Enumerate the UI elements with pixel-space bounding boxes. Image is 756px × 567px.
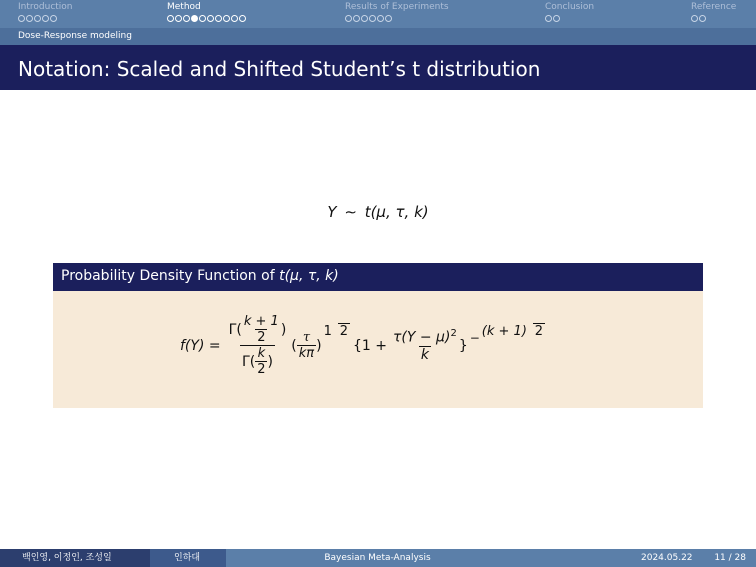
k-pi: kπ	[298, 346, 315, 361]
nav-frame-dot[interactable]	[361, 15, 368, 22]
footer-right	[529, 549, 756, 567]
nav-frame-dot[interactable]	[231, 15, 238, 22]
nav-frame-dot[interactable]	[207, 15, 214, 22]
nav-section-results[interactable]	[345, 2, 449, 22]
main-equation	[0, 203, 756, 221]
eq-args: (μ, τ, k)	[370, 203, 429, 221]
nav-section-dots	[691, 15, 736, 22]
subsection-bar	[0, 28, 756, 45]
one: 1	[323, 324, 332, 339]
nav-section-label[interactable]: Method	[167, 2, 201, 12]
close-paren: )	[316, 337, 322, 354]
k-plus-1-over-2-exponent	[480, 324, 545, 339]
footer-institute: 인하대	[150, 549, 226, 567]
square: 2	[450, 328, 457, 340]
pdf-lhs: f(Y) =	[180, 337, 221, 354]
gamma-symbol: Γ(	[241, 353, 256, 370]
two: 2	[257, 362, 266, 377]
tau: τ	[302, 330, 311, 345]
nav-frame-dot[interactable]	[223, 15, 230, 22]
section-navigation	[0, 0, 756, 28]
two: 2	[257, 330, 266, 345]
open-paren: (	[291, 337, 297, 354]
block-body	[53, 291, 703, 408]
nav-frame-dot[interactable]	[345, 15, 352, 22]
tau-y-mu-sq	[391, 328, 459, 346]
nav-frame-dot[interactable]	[353, 15, 360, 22]
close-paren: )	[280, 321, 287, 338]
pdf-block	[53, 263, 703, 408]
eq-func: t	[364, 203, 371, 221]
nav-frame-dot[interactable]	[691, 15, 698, 22]
nav-section-label[interactable]: Reference	[691, 2, 737, 12]
nav-frame-dot[interactable]	[199, 15, 206, 22]
gamma-ratio	[227, 314, 289, 377]
nav-frame-dot[interactable]	[18, 15, 25, 22]
block-title	[53, 263, 703, 291]
nav-frame-dot[interactable]	[215, 15, 222, 22]
tau-y-mu: τ(Y − μ)	[392, 329, 451, 346]
two: 2	[534, 324, 544, 339]
close-brace: }	[458, 337, 468, 354]
tau-over-kpi	[297, 330, 316, 361]
nav-frame-dot[interactable]	[545, 15, 552, 22]
block-title-func: t	[279, 268, 285, 284]
nav-section-reference[interactable]	[691, 2, 736, 22]
eq-lhs: Y	[327, 203, 337, 221]
k-plus-1-paren: (k + 1)	[481, 324, 527, 339]
nav-frame-dot[interactable]	[553, 15, 560, 22]
gamma-symbol: Γ(	[228, 321, 242, 338]
nav-section-dots	[345, 15, 449, 22]
nav-frame-dot[interactable]	[369, 15, 376, 22]
nav-frame-dot[interactable]	[175, 15, 182, 22]
nav-frame-dot[interactable]	[385, 15, 392, 22]
exponent-minus: −	[469, 330, 480, 345]
k: k	[420, 346, 429, 363]
tau-y-mu-sq-over-k	[391, 328, 459, 363]
block-title-text: Probability Density Function of	[61, 268, 280, 284]
nav-section-introduction[interactable]	[18, 2, 73, 22]
nav-frame-dot[interactable]	[699, 15, 706, 22]
nav-frame-dot[interactable]	[42, 15, 49, 22]
nav-section-label[interactable]: Results of Experiments	[345, 2, 449, 12]
block-title-args: (μ, τ, k)	[284, 268, 339, 284]
nav-section-conclusion[interactable]	[545, 2, 594, 22]
footer-page-number: 11 / 28	[714, 553, 746, 563]
k: k	[257, 346, 266, 361]
nav-frame-dot[interactable]	[167, 15, 174, 22]
nav-section-label[interactable]: Introduction	[18, 2, 73, 12]
nav-section-dots	[18, 15, 73, 22]
nav-section-label[interactable]: Conclusion	[545, 2, 595, 12]
nav-section-dots	[167, 15, 246, 22]
nav-section-method[interactable]	[167, 2, 246, 22]
two: 2	[339, 324, 348, 339]
footer-bar	[0, 549, 756, 567]
close-paren: )	[267, 353, 273, 370]
nav-frame-dot[interactable]	[377, 15, 384, 22]
nav-frame-dot[interactable]	[26, 15, 33, 22]
footer-authors: 백인영, 이정인, 조성일	[0, 549, 150, 567]
footer-date: 2024.05.22	[641, 553, 693, 563]
frame-title-bar	[0, 45, 756, 90]
pdf-formula	[180, 314, 545, 377]
slide-title: Notation: Scaled and Shifted Student’s t distribution	[18, 57, 541, 81]
k-plus-1: k + 1	[243, 314, 279, 329]
nav-frame-dot[interactable]	[183, 15, 190, 22]
gamma-ratio-numerator	[227, 314, 289, 345]
half-exponent	[322, 324, 350, 339]
nav-frame-dot[interactable]	[239, 15, 246, 22]
nav-frame-dot[interactable]	[50, 15, 57, 22]
gamma-ratio-denominator	[240, 345, 275, 377]
nav-frame-dot[interactable]	[34, 15, 41, 22]
nav-frame-dot[interactable]	[191, 15, 198, 22]
subsection-label[interactable]: Dose-Response modeling	[18, 31, 132, 41]
k-over-2	[255, 346, 267, 377]
k-plus-1-over-2	[242, 314, 281, 345]
footer-talk-title: Bayesian Meta-Analysis	[226, 549, 529, 567]
brace-one-plus: {1 +	[352, 337, 387, 354]
nav-section-dots	[545, 15, 594, 22]
eq-relation: ∼	[344, 203, 357, 221]
